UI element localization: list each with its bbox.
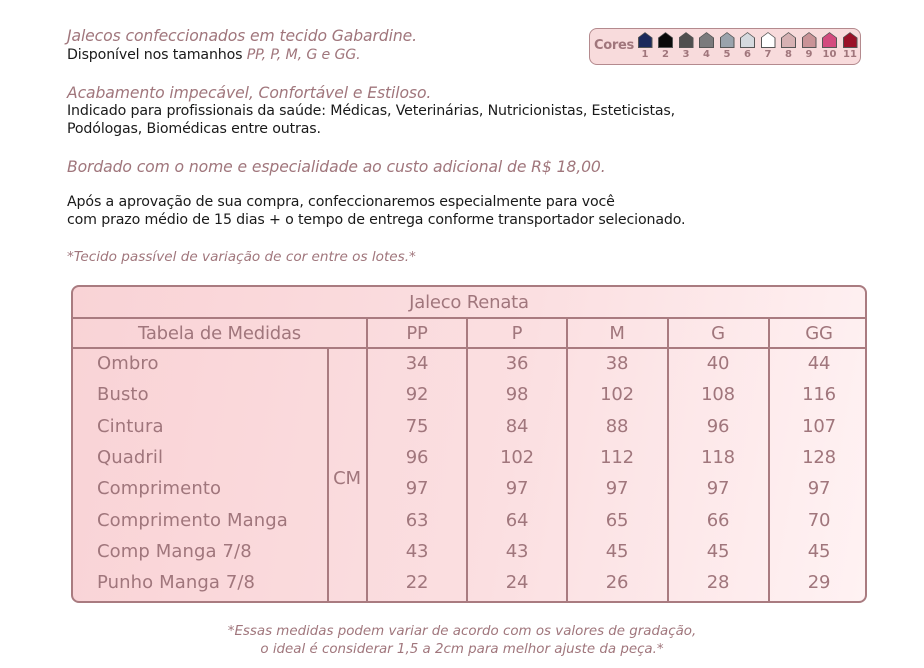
measurement-value: 108 (701, 384, 735, 406)
measurement-value: 28 (706, 572, 730, 594)
table-header-label: Tabela de Medidas (138, 323, 301, 344)
table-column-divider (768, 317, 770, 603)
measurement-value: 45 (807, 540, 831, 562)
measurement-value: 29 (807, 572, 831, 594)
measurement-label: Quadril (97, 446, 164, 468)
swatch-number: 1 (641, 49, 649, 60)
measurement-value: 38 (605, 353, 629, 374)
swatch-number: 2 (662, 49, 669, 60)
measurement-value: 34 (405, 353, 429, 374)
table-title: Jaleco Renata (409, 292, 529, 313)
measurement-value: 40 (706, 353, 730, 374)
swatch-number: 6 (744, 49, 751, 60)
house-swatch-icon (802, 32, 817, 48)
house-swatch-icon (740, 32, 755, 48)
swatch-number: 10 (822, 49, 837, 60)
measurement-value: 66 (706, 509, 730, 531)
measurement-value: 26 (605, 572, 629, 594)
color-swatch (822, 32, 838, 60)
measurement-label: Comprimento (97, 478, 222, 500)
color-swatch (781, 32, 797, 60)
swatch-number: 5 (723, 49, 731, 60)
color-swatch (699, 32, 715, 60)
measurement-value: 107 (802, 415, 836, 437)
measurement-label: Cintura (97, 415, 164, 437)
measurement-value: 102 (500, 446, 534, 468)
intro-production-line2: com prazo médio de 15 dias + o tempo de entrega conforme transportador selecionado. (67, 212, 686, 228)
size-header: PP (406, 323, 428, 344)
intro-fabric-variation-note: *Tecido passível de variação de cor entre os lotes.* (67, 249, 416, 265)
footnote-line1: *Essas medidas podem variar de acordo com os valores de gradação, (227, 624, 697, 639)
intro-embroidery-note: Bordado com o nome e especialidade ao custo adicional de R$ 18,00. (67, 158, 606, 176)
measurement-label: Comprimento Manga (97, 509, 288, 531)
table-divider (73, 347, 865, 349)
size-header: M (609, 323, 625, 344)
color-swatch (801, 32, 817, 60)
intro-heading-finish: Acabamento impecável, Confortável e Estiloso. (67, 84, 432, 102)
swatch-number: 9 (805, 49, 813, 60)
sizes-prefix: Disponível nos tamanhos (67, 47, 247, 63)
measurement-value: 64 (505, 509, 529, 531)
house-swatch-icon (679, 32, 694, 48)
measurement-value: 45 (605, 540, 629, 562)
measurement-value: 97 (605, 478, 629, 500)
color-swatch (658, 32, 674, 60)
measurement-value: 70 (807, 509, 831, 531)
house-swatch-icon (638, 32, 653, 48)
swatch-number: 8 (785, 49, 792, 60)
house-swatch-icon (843, 32, 858, 48)
intro-professionals-line2: Podólogas, Biomédicas entre outras. (67, 121, 321, 137)
measurement-label: Punho Manga 7/8 (97, 572, 256, 594)
measurement-value: 97 (505, 478, 529, 500)
measurement-value: 96 (405, 446, 429, 468)
size-header: G (711, 323, 725, 344)
intro-heading-fabric: Jalecos confeccionados em tecido Gabardine. (67, 27, 417, 45)
measurement-label: Busto (97, 384, 149, 406)
house-swatch-icon (781, 32, 796, 48)
measurement-value: 24 (505, 572, 529, 594)
measurement-value: 97 (706, 478, 730, 500)
measurement-value: 92 (405, 384, 429, 406)
intro-professionals-line1: Indicado para profissionais da saúde: Médicas, Veterinárias, Nutricionistas, Esteticistas, (67, 103, 676, 119)
measurement-value: 44 (807, 353, 831, 374)
swatch-number: 11 (843, 49, 857, 60)
house-swatch-icon (720, 32, 735, 48)
measurement-value: 75 (405, 415, 429, 437)
measurement-value: 118 (701, 446, 735, 468)
intro-production-line1: Após a aprovação de sua compra, confeccionaremos especialmente para você (67, 194, 615, 210)
house-swatch-icon (761, 32, 776, 48)
color-swatch (740, 32, 756, 60)
measurement-value: 98 (505, 384, 529, 406)
measurement-value: 112 (600, 446, 634, 468)
swatch-number: 3 (682, 49, 690, 60)
measurement-value: 128 (802, 446, 836, 468)
color-swatch (678, 32, 694, 60)
table-column-divider (466, 317, 468, 603)
measurements-table (71, 285, 867, 603)
size-header: P (511, 323, 523, 344)
intro-sizes-line (67, 47, 361, 63)
table-column-divider (667, 317, 669, 603)
sizes-list: PP, P, M, G e GG. (246, 47, 361, 63)
cores-label: Cores (594, 38, 634, 53)
color-swatch (637, 32, 653, 60)
house-swatch-icon (658, 32, 673, 48)
house-swatch-icon (822, 32, 837, 48)
table-divider (73, 317, 865, 319)
house-swatch-icon (699, 32, 714, 48)
measurement-value: 22 (405, 572, 429, 594)
measurement-value: 65 (605, 509, 629, 531)
swatch-number: 7 (764, 49, 772, 60)
measurement-label: Ombro (97, 353, 159, 374)
measurement-value: 36 (505, 353, 529, 374)
color-swatch (842, 32, 858, 60)
measurement-value: 102 (600, 384, 634, 406)
unit-label: CM (333, 468, 361, 489)
color-swatch (719, 32, 735, 60)
measurement-value: 84 (505, 415, 529, 437)
measurement-value: 116 (802, 384, 836, 406)
measurement-label: Comp Manga 7/8 (97, 540, 252, 562)
table-column-divider (566, 317, 568, 603)
table-column-divider (327, 347, 329, 603)
measurement-value: 88 (605, 415, 629, 437)
measurement-value: 97 (405, 478, 429, 500)
measurement-value: 97 (807, 478, 831, 500)
measurement-value: 43 (405, 540, 429, 562)
color-options-box (589, 28, 861, 65)
measurement-value: 45 (706, 540, 730, 562)
measurement-value: 43 (505, 540, 529, 562)
color-swatch (760, 32, 776, 60)
table-column-divider (366, 317, 368, 603)
swatch-number: 4 (703, 49, 710, 60)
footnote-line2: o ideal é considerar 1,5 a 2cm para melhor ajuste da peça.* (260, 642, 664, 657)
measurement-value: 63 (405, 509, 429, 531)
measurement-value: 96 (706, 415, 730, 437)
size-header: GG (805, 323, 833, 344)
